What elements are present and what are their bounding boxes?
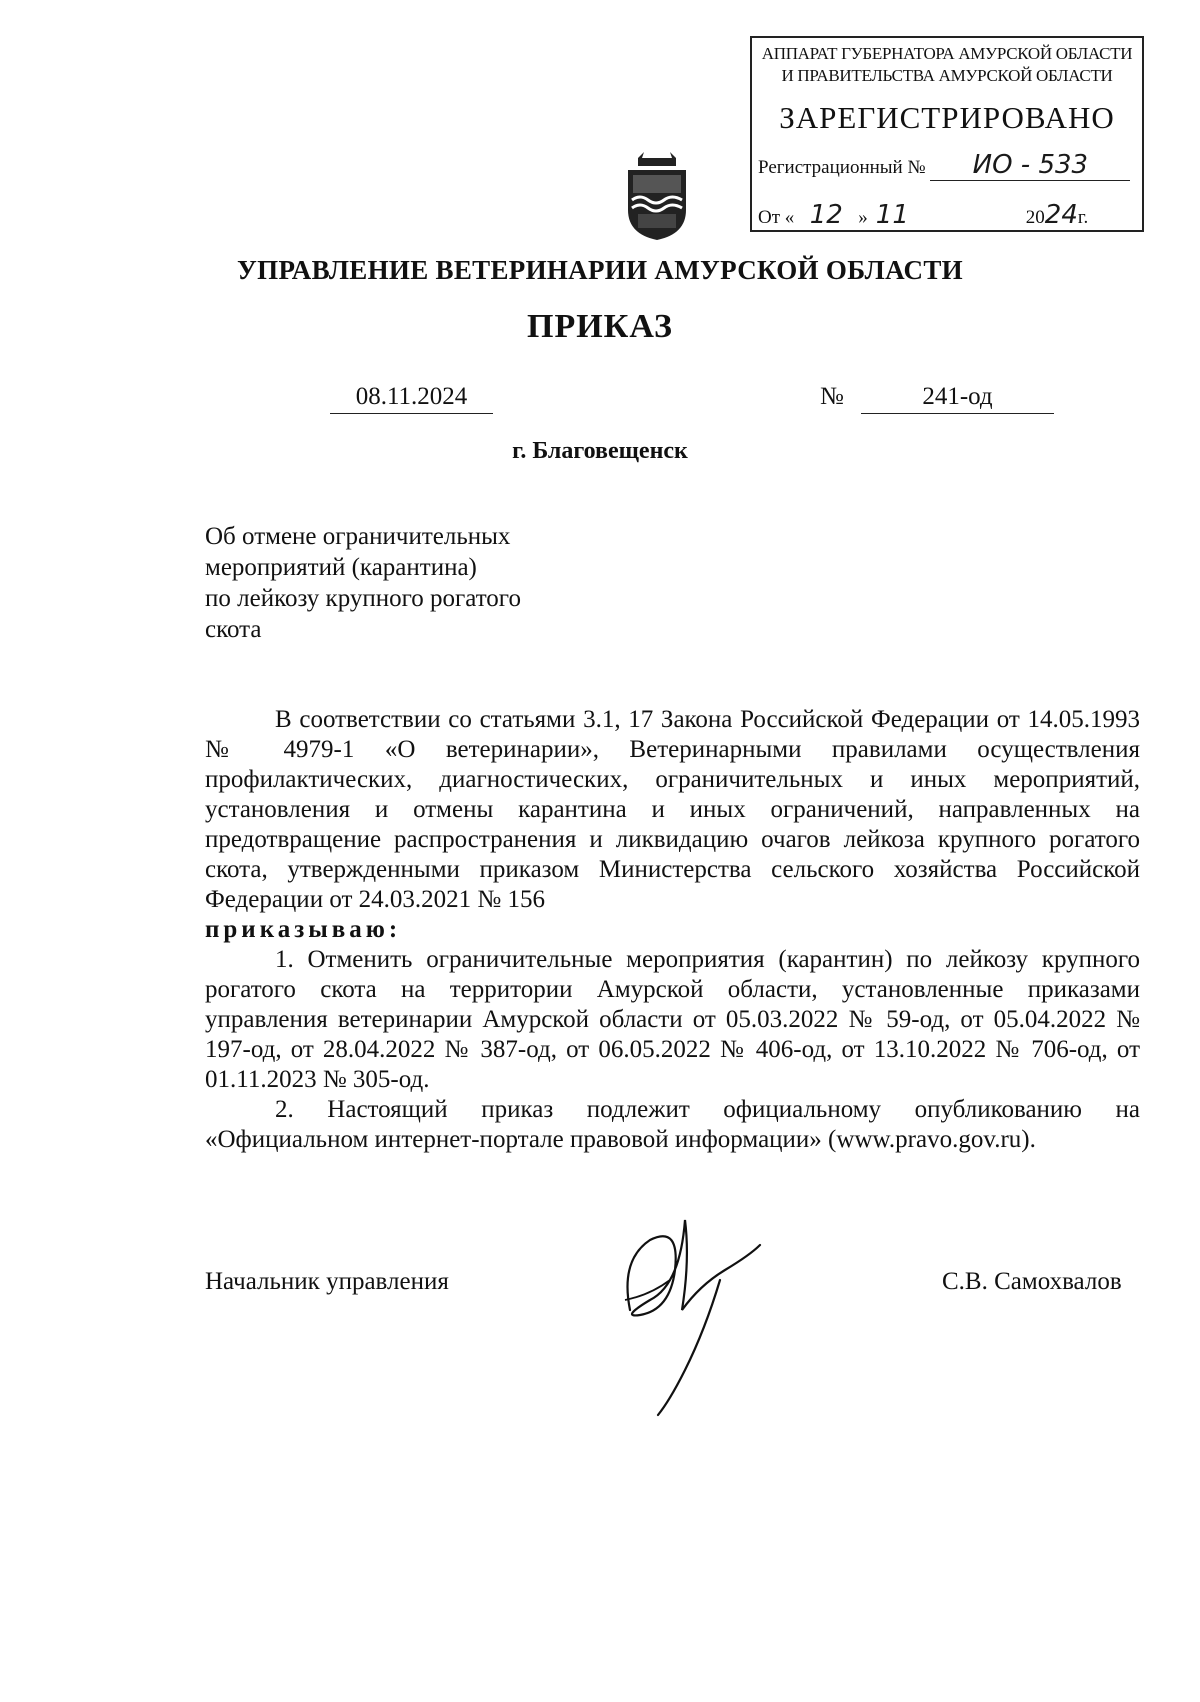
stamp-date-prefix: От « <box>758 207 795 228</box>
subject-line: Об отмене ограничительных <box>205 523 511 550</box>
document-type: ПРИКАЗ <box>527 308 673 345</box>
coat-of-arms-icon <box>620 150 694 242</box>
stamp-date-mid: » <box>858 207 868 228</box>
handwritten-signature <box>610 1200 770 1420</box>
order-directive-word: приказываю: <box>205 916 402 943</box>
signatory-role: Начальник управления <box>205 1268 449 1295</box>
stamp-day: 12 <box>809 200 843 230</box>
stamp-reg-line <box>758 150 1130 181</box>
stamp-year: 24 <box>1044 200 1078 230</box>
order-number: 241-од <box>861 383 1054 414</box>
order-item-1: 1. Отменить ограничительные мероприятия (карантин) по лейкозу крупного рогатого скота на территории Амурской области, установленные приказами управления ветеринарии Амурской области от 05.03.2022 № 59-од, от 05.04.2022 № 197-од, от 28.04.2022 № 387-од, от 06.05.2022 № 406-од, от 13.10.2022 № 706-од, от 01.11.2023 № 305-од. <box>205 946 1140 1093</box>
registration-stamp <box>750 36 1144 232</box>
order-body <box>205 705 1140 1155</box>
subject-line: мероприятий (карантина) <box>205 554 477 581</box>
stamp-reg-label: Регистрационный № <box>758 157 926 178</box>
order-number-sign: № <box>820 383 844 410</box>
preamble-paragraph: В соответствии со статьями 3.1, 17 Закона Российской Федерации от 14.05.1993 № 4979-1 «О ветеринарии», Ветеринарными правилами осуществления профилактических, диагностических, ограничительных и иных мероприятий, установления и отмены карантина и иных ограничений, направленных на предотвращение распространения и ликвидацию очагов лейкоза крупного рогатого скота, утвержденными приказом Министерства сельского хозяйства Российской Федерации от 24.03.2021 № 156 <box>205 706 1140 913</box>
stamp-year-end: г. <box>1077 207 1089 228</box>
stamp-title: ЗАРЕГИСТРИРОВАНО <box>779 100 1115 135</box>
city: г. Благовещенск <box>512 438 688 464</box>
signatory-name: С.В. Самохвалов <box>942 1268 1122 1295</box>
agency-title: УПРАВЛЕНИЕ ВЕТЕРИНАРИИ АМУРСКОЙ ОБЛАСТИ <box>237 255 963 285</box>
order-date: 08.11.2024 <box>330 383 493 414</box>
stamp-year-prefix: 20 <box>1025 207 1045 228</box>
order-item-2: 2. Настоящий приказ подлежит официальному опубликованию на «Официальном интернет-портале правовой информации» (www.pravo.gov.ru). <box>205 1096 1140 1153</box>
stamp-reg-number: ИО - 533 <box>972 150 1089 180</box>
stamp-org-line2: И ПРАВИТЕЛЬСТВА АМУРСКОЙ ОБЛАСТИ <box>781 66 1113 85</box>
stamp-month: 11 <box>875 200 909 230</box>
stamp-org-line1: АППАРАТ ГУБЕРНАТОРА АМУРСКОЙ ОБЛАСТИ <box>761 44 1133 63</box>
order-subject <box>205 521 585 645</box>
stamp-date-line <box>758 200 1088 231</box>
subject-line: по лейкозу крупного рогатого <box>205 585 521 612</box>
subject-line: скота <box>205 616 262 643</box>
